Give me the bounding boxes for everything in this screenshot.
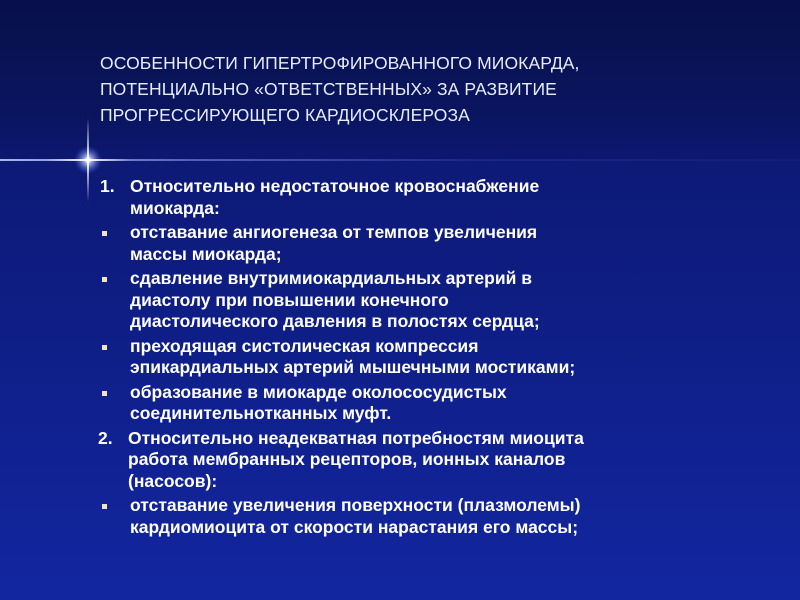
square-bullet-icon xyxy=(102,345,107,350)
list-item-line: образование в миокарде околососудистых xyxy=(130,381,507,402)
title-line: ПРОГРЕССИРУЮЩЕГО КАРДИОСКЛЕРОЗА xyxy=(100,105,470,125)
list-item-line: соединительнотканных муфт. xyxy=(130,403,392,423)
list-item xyxy=(100,336,760,379)
list-item-line: диастолу при повышении конечного xyxy=(130,289,449,310)
list-item-line: преходящая систолическая компрессия xyxy=(130,335,479,356)
item-number: 1. xyxy=(100,176,115,196)
item-text-line: Относительно недостаточное кровоснабжение xyxy=(130,176,540,196)
item-text-line: (насосов): xyxy=(128,470,218,491)
list-item xyxy=(100,222,760,265)
numbered-item-2 xyxy=(98,428,760,493)
item-text-line: миокарда: xyxy=(130,197,220,218)
list-item xyxy=(100,382,760,425)
page-title xyxy=(100,50,740,128)
title-line: ПОТЕНЦИАЛЬНО «ОТВЕТСТВЕННЫХ» ЗА РАЗВИТИЕ xyxy=(100,79,557,99)
title-line: ОСОБЕННОСТИ ГИПЕРТРОФИРОВАННОГО МИОКАРДА, xyxy=(100,53,580,73)
list-item xyxy=(100,495,760,538)
list-item-line: сдавление внутримиокардиальных артерий в xyxy=(130,268,532,288)
list-item-line: отставание увеличения поверхности (плазмолемы) xyxy=(130,495,581,515)
list-item xyxy=(100,268,760,333)
square-bullet-icon xyxy=(102,231,107,236)
slide-content xyxy=(100,176,760,541)
square-bullet-icon xyxy=(102,504,107,509)
item-text-line: Относительно неадекватная потребностям миоцита xyxy=(128,427,584,448)
square-bullet-icon xyxy=(102,391,107,396)
list-item-line: эпикардиальных артерий мышечными мостиками; xyxy=(130,357,576,377)
item-text-line: работа мембранных рецепторов, ионных каналов xyxy=(128,449,566,469)
list-item-line: кардиомиоцита от скорости нарастания его массы; xyxy=(130,516,579,537)
list-item-line: диастолического давления в полостях сердца; xyxy=(130,311,540,331)
list-item-line: отставание ангиогенеза от темпов увеличения xyxy=(130,222,538,242)
square-bullet-icon xyxy=(102,277,107,282)
numbered-item-1 xyxy=(100,176,760,219)
list-item-line: массы миокарда; xyxy=(130,243,282,264)
item-number: 2. xyxy=(98,427,113,448)
